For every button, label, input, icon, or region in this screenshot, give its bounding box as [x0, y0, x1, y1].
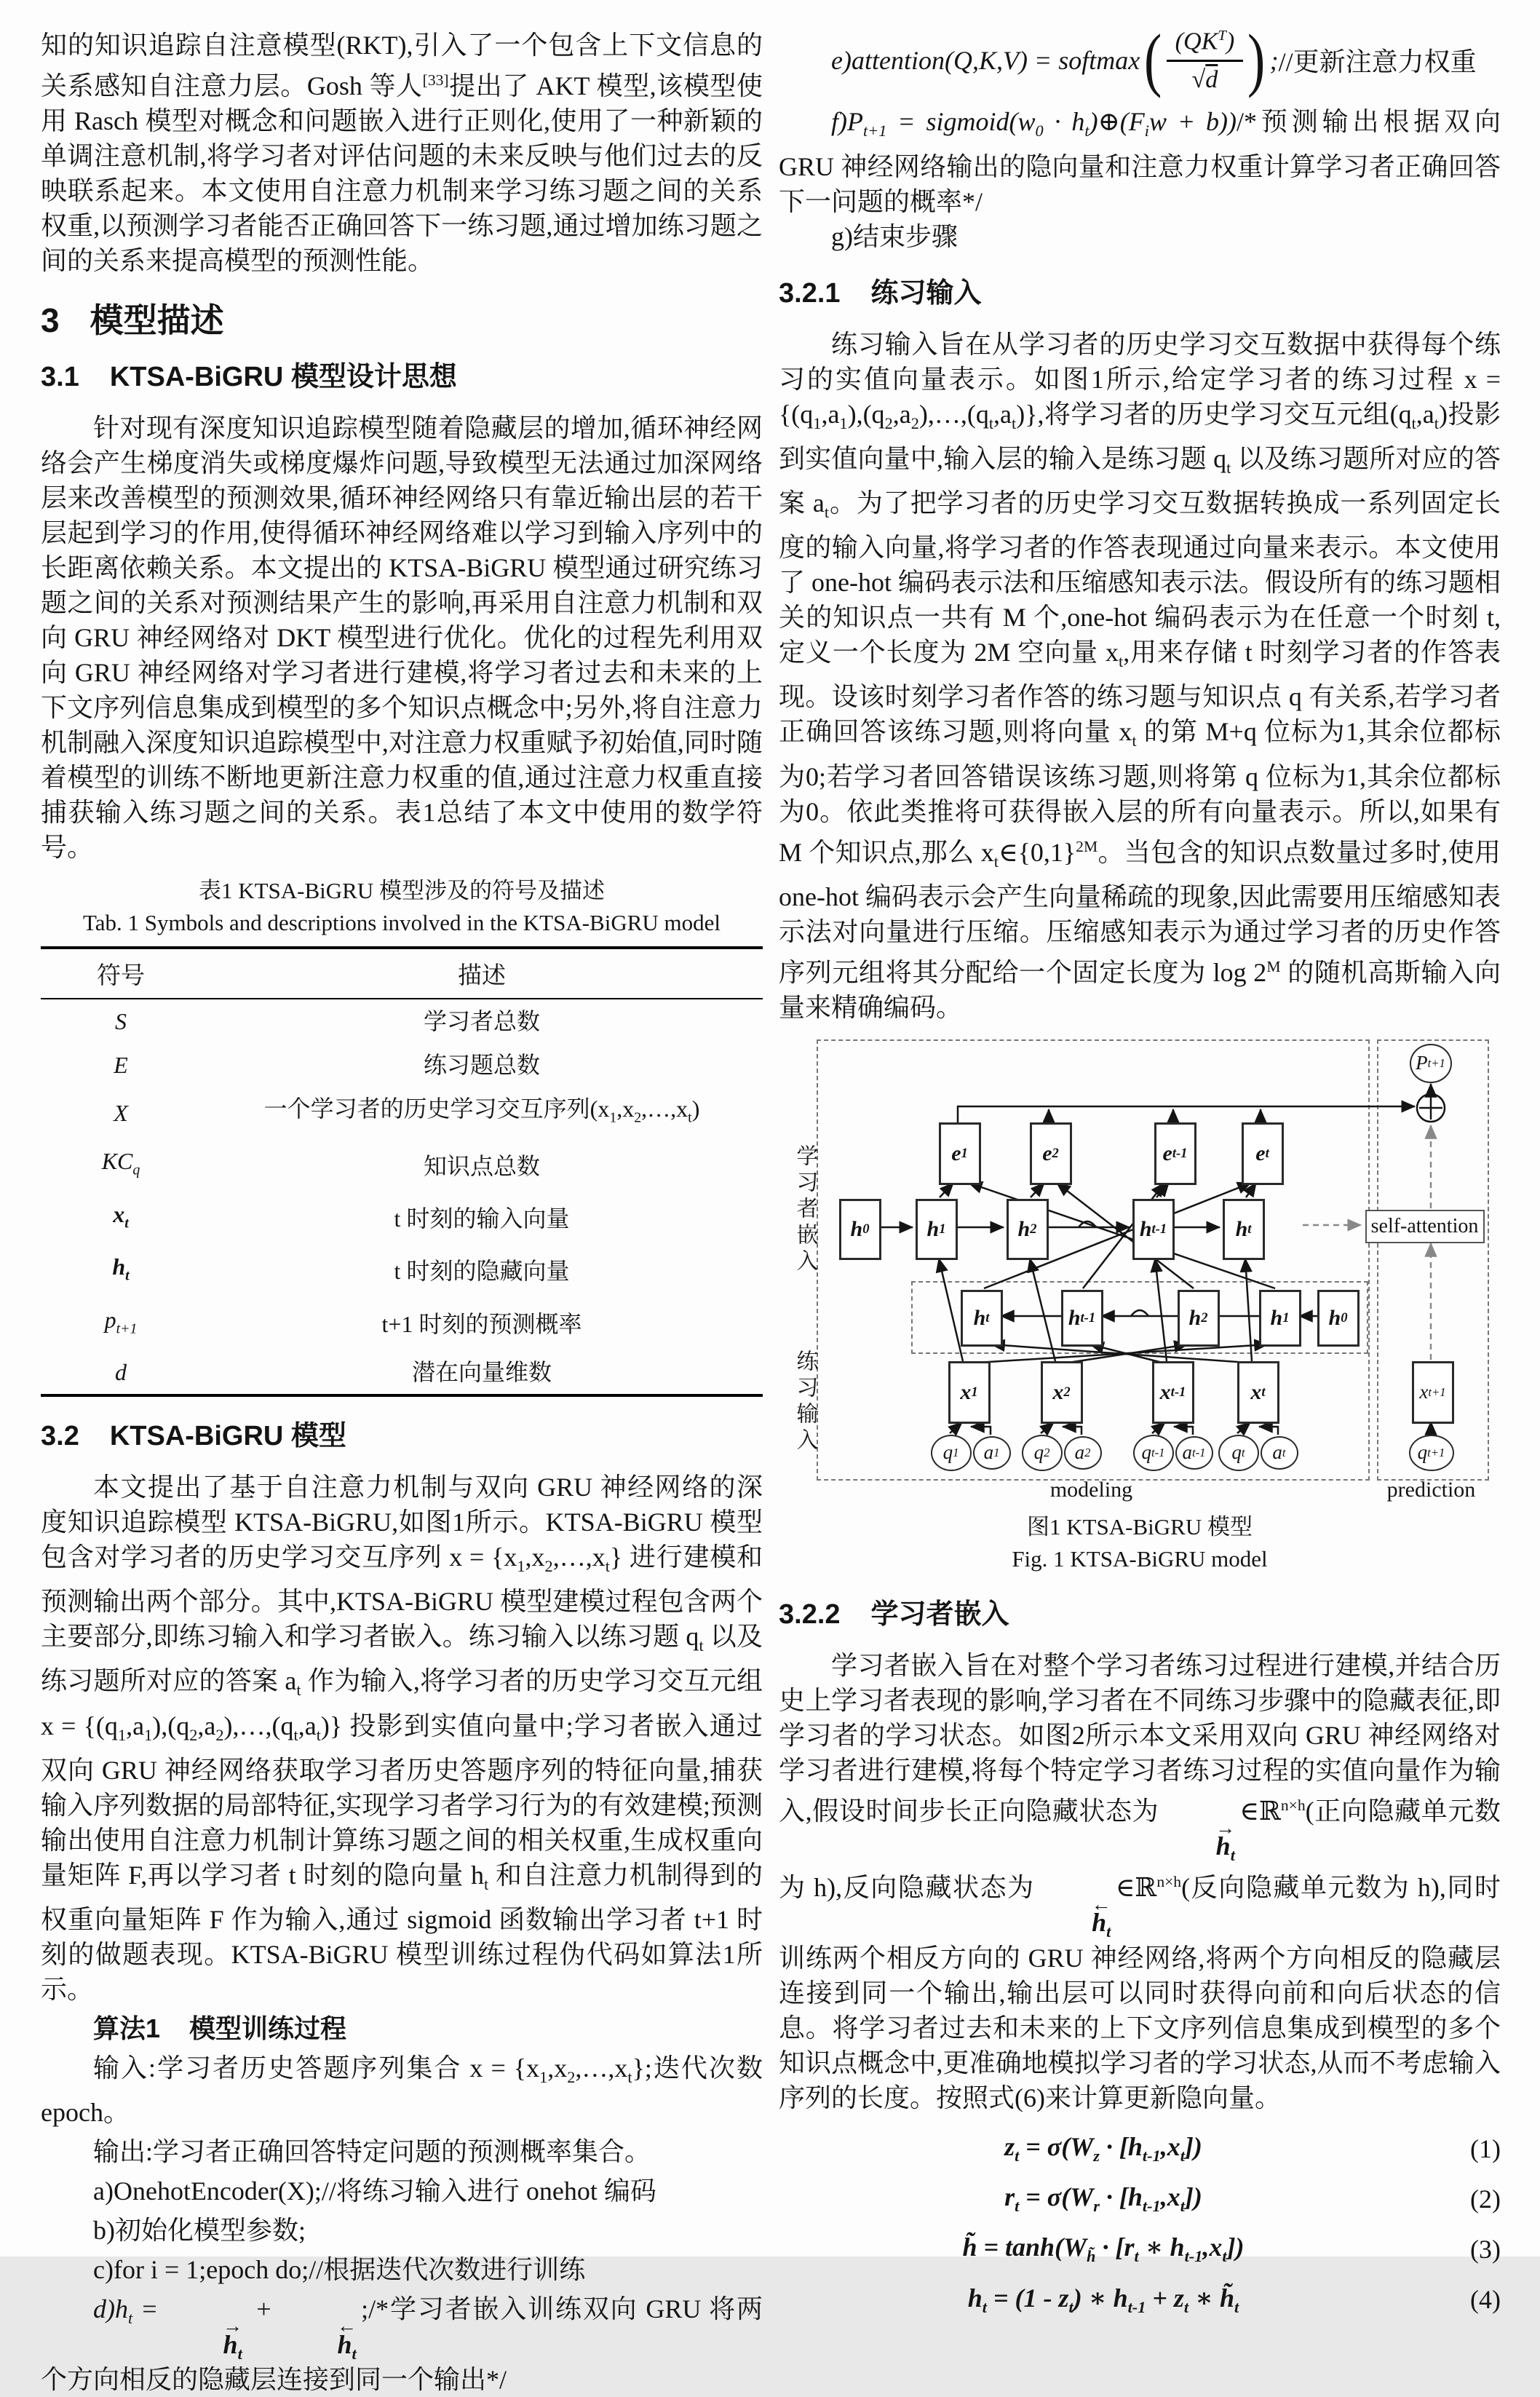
modeling-zone-label: modeling — [1049, 1477, 1133, 1502]
algorithm-step-f: $f)P_{t+1}$ = $sigmoid(w_0$ · $h_t)\oplus(F_iw + b))/*$预测输出根据双向 GRU 神经网络输出的隐向量和注意力权重计算学习者正确回答下一问题的概率*/ — [779, 107, 1501, 216]
section-heading-3: 3 模型描述 — [41, 301, 224, 339]
xt-1-box: x t-1 — [1152, 1361, 1194, 1424]
table-caption-zh: 表1 KTSA-BiGRU 模型涉及的符号及描述 — [198, 878, 605, 903]
forward-hidden-state-vector: → $h_t$ — [1215, 1816, 1236, 1865]
algorithm-step-e: e)attention(Q,K,V) = softmax ( $\frac{(QK^T)}{√d}$ ) ; //更新注意力权重 — [831, 20, 1477, 100]
algorithm-input: 输入:学习者历史答题序列集合 $x = \{x_1,x_2,\dots,x_t\}$;迭代次数 epoch。 — [41, 2053, 763, 2128]
x1-box: x 1 — [948, 1361, 991, 1424]
symbols-table — [41, 946, 763, 1397]
algorithm-step-g: g)结束步骤 — [831, 221, 958, 251]
equation-block — [779, 2131, 1501, 2317]
table-header-row — [41, 948, 763, 999]
et-1-box: e t-1 — [1154, 1122, 1196, 1185]
paragraph-3-2: 本文提出了基于自注意力机制与双向 GRU 神经网络的深度知识追踪模型 KTSA-BiGRU,如图1所示。KTSA-BiGRU 模型包含对学习者的历史学习交互序列 $x = \{x_1,x_2,\dots,x_t\}$ 进行建模和预测输出两个部分。其中,KTSA-BiGRU 模型建模过程包含两个主要部分,即练习输入和学习者嵌入。练习输入以练习题 $q_t$ 以及练习题所对应的答案 $a_t$ 作为输入,将学习者的历史学习交互元组 $x = \{(q_1,a_1),(q_2,a_2),\dots,(q_t,a_t)\}$ 投影到实值向量中;学习者嵌入通过双向 GRU 神经网络获取学习者历史答题序列的特征向量,捕获输入序列数据的局部特征,实现学习者学习行为的有效建模;预测输出使用自注意力机制计算练习题之间的相关权重,生成权重向量矩阵 F,再以学习者 t 时刻的隐向量 $h_t$ 和自注意力机制得到的权重向量矩阵 F 作为输入,通过 sigmoid 函数输出学习者 t+1 时刻的做题表现。KTSA-BiGRU 模型训练过程伪代码如算法1所示。 — [41, 1472, 763, 2004]
left-paren: ( — [1144, 20, 1162, 100]
citation-33: [33] — [422, 71, 449, 89]
q1-circle: q 1 — [931, 1435, 972, 1471]
figure-caption-zh: 图1 KTSA-BiGRU 模型 — [1026, 1513, 1253, 1540]
step-f-comment: /*预测输出根据双向 GRU 神经网络输出的隐向量和注意力权重计算学习者正确回答下一问题的概率*/ — [779, 107, 1501, 216]
algorithm-1 — [41, 2011, 763, 2397]
figure-1-diagram — [789, 1035, 1491, 1501]
a1-circle: a 1 — [973, 1436, 1011, 1470]
forward-h1-box: h 1 — [916, 1199, 958, 1260]
algorithm-title: 算法1 模型训练过程 — [93, 2013, 347, 2043]
table-row: d 潜在向量维数 — [115, 1358, 552, 1385]
forward-h2-box: h 2 — [1007, 1199, 1049, 1260]
figure-1 — [779, 1035, 1501, 1575]
exercise-input-label: 练习输入 — [793, 1349, 817, 1454]
forward-ht-1-box: h t-1 — [1132, 1199, 1175, 1260]
self-attention-box: self-attention — [1365, 1210, 1485, 1243]
section-heading-3-1: 3.1 KTSA-BiGRU 模型设计思想 — [41, 362, 457, 392]
section-heading-3-2-2: 3.2.2 学习者嵌入 — [779, 1598, 1009, 1630]
table-caption-en: Tab. 1 Symbols and descriptions involved in the KTSA-BiGRU model — [82, 910, 721, 935]
backward-ht-1-box: h t-1 — [1061, 1290, 1103, 1347]
q2-circle: q 2 — [1022, 1435, 1063, 1471]
qt-circle: q t — [1218, 1435, 1259, 1471]
paragraph-3-2-2: 学习者嵌入旨在对整个学习者练习过程进行建模,并结合历史上学习者表现的影响,学习者在不同练习步骤中的隐藏表征,即学习者的学习状态。如图2所示本文采用双向 GRU 神经网络对学习者进行建模,将每个特定学习者练习过程的实值向量作为输入,假设时间步长正向隐藏状态为 → $h_t$ ∈ℝ$^{n\times h}$(正向隐藏单元数为 h),反向隐藏状态为 ← $h_t$ ∈ℝ$^{n\times h}$(反向隐藏单元数为 h),同时训练两个相反方向的 GRU 神经网络,将两个方向相反的隐藏层连接到同一个输出,输出层可以同时获得向前和向后状态的信息。将学习者过去和未来的上下文序列信息集成到模型的多个知识点概念中,更准确地模拟学习者的学习状态,从而不考虑输入序列的长度。按照式(6)来计算更新隐向量。 — [779, 1650, 1501, 2112]
right-column — [779, 19, 1501, 2333]
attention-fraction: $\frac{(QK^T)}{√d}$ — [1167, 26, 1244, 94]
column-header-symbol: 符号 — [41, 948, 201, 999]
table-row: $KC_q$ 知识点总数 — [101, 1148, 540, 1179]
section-heading-3-2-1: 3.2.1 练习输入 — [779, 277, 982, 309]
backward-hidden-vector: ← $h_t$ — [337, 2314, 357, 2363]
algorithm-step-b: b)初始化模型参数; — [93, 2216, 306, 2246]
learner-embedding-label: 学习者嵌入 — [793, 1144, 817, 1275]
table-row: $p_{t+1}$ t+1 时刻的预测概率 — [104, 1306, 582, 1337]
section-heading-3-2: 3.2 KTSA-BiGRU 模型 — [41, 1420, 346, 1451]
step-e-comment: //更新注意力权重 — [1278, 47, 1477, 77]
table-row: S 学习者总数 — [115, 1008, 540, 1034]
equation-1: $z_t = \sigma(W_z \cdot [h_{t-1},x_t])$ (1) — [1004, 2131, 1501, 2166]
qt-1-circle: q t-1 — [1133, 1435, 1174, 1471]
et-box: e t — [1242, 1122, 1284, 1185]
xt-box: x t — [1237, 1361, 1279, 1424]
e1-box: e 1 — [939, 1122, 981, 1185]
backward-h2-box: h 2 — [1178, 1290, 1220, 1347]
table-row: $h_t$ t 时刻的隐藏向量 — [112, 1253, 570, 1285]
table-row: X 一个学习者的历史学习交互序列$(x_1,x_2,\dots,x_t)$ — [114, 1096, 700, 1127]
at-1-circle: a t-1 — [1175, 1436, 1213, 1470]
backward-h1-box: h 1 — [1259, 1290, 1301, 1347]
algorithm-step-a: a)OnehotEncoder(X);//将练习输入进行 onehot 编码 — [93, 2176, 656, 2206]
a2-circle: a 2 — [1064, 1436, 1102, 1470]
equation-3: h̃ = $\tanh(W_{h̃} \cdot [r_t$ ∗ $h_{t-1},x_t$]) (3) — [962, 2232, 1501, 2266]
algorithm-output: 输出:学习者正确回答特定问题的预测概率集合。 — [93, 2137, 651, 2167]
equation-4: $h_t = (1 - z_t)$ ∗ $h_{t-1} + z_t$ ∗ $h̃_t$ (4) — [967, 2283, 1501, 2316]
algorithm-step-c: c)for i = 1;epoch do;//根据迭代次数进行训练 — [93, 2255, 586, 2285]
backward-ht-box: h t — [961, 1290, 1003, 1347]
prediction-zone-label: prediction — [1386, 1477, 1476, 1502]
backward-h0-box: h 0 — [1317, 1290, 1360, 1347]
x-next-box: x t+1 — [1412, 1361, 1454, 1424]
e2-box: e 2 — [1030, 1122, 1072, 1185]
prediction-probability-node: P t+1 — [1410, 1044, 1452, 1083]
paragraph-3-2-1: 练习输入旨在从学习者的历史学习交互数据中获得每个练习的实值向量表示。如图1所示,给定学习者的练习过程 $x = \{(q_1,a_1),(q_2,a_2),\dots,(q_t,a_t)\}$,将学习者的历史学习交互元组$(q_t,a_t)$投影到实值向量中,输入层的输入是练习题 $q_t$ 以及练习题所对应的答案 $a_t$。为了把学习者的历史学习交互数据转换成一系列固定长度的输入向量,将学习者的作答表现通过向量来表示。本文使用了 one-hot 编码表示法和压缩感知表示法。假设所有的练习题相关的知识点一共有 M 个,one-hot 编码表示为在任意一个时刻 t,定义一个长度为 2M 空向量 $x_t$,用来存储 t 时刻学习者的作答表现。设该时刻学习者作答的练习题与知识点 q 有关系,若学习者正确回答该练习题,则将向量 $x_t$ 的第 M+q 位标为1,其余位都标为0;若学习者回答错误该练习题,则将第 q 位标为1,其余位都标为0。依此类推将可获得嵌入层的所有向量表示。所以,如果有 M 个知识点,那么 $x_t\in\{0,1\}^{2M}$。当包含的知识点数量过多时,使用 one-hot 编码表示会产生向量稀疏的现象,因此需要用压缩感知表示法对向量进行压缩。压缩感知表示为通过学习者的历史作答序列元组将其分配给一个固定长度为 $\log 2^M$ 的随机高斯输入向量来精确编码。 — [779, 329, 1501, 1022]
at-circle: a t — [1261, 1436, 1298, 1470]
paragraph-3-1: 针对现有深度知识追踪模型随着隐藏层的增加,循环神经网络会产生梯度消失或梯度爆炸问题,导致模型无法通过加深网络层来改善模型的预测效果,循环神经网络只有靠近输出层的若干层起到学习的作用,使得循环神经网络难以学习到输入序列中的长距离依赖关系。本文提出的 KTSA-BiGRU 模型通过研究练习题之间的关系对预测结果产生的影响,再采用自注意力机制和双向 GRU 神经网络对 DKT 模型进行优化。优化的过程先利用双向 GRU 神经网络对学习者进行建模,将学习者过去和未来的上下文序列信息集成到模型的多个知识点概念中;另外,将自注意力机制融入深度知识追踪模型中,对注意力权重赋予初始值,同时随着模型的训练不断地更新注意力权重的值,通过注意力权重直接捕获输入练习题之间的关系。表1总结了本文中使用的数学符号。 — [41, 413, 763, 862]
backward-hidden-state-vector: ← $h_t$ — [1091, 1893, 1111, 1941]
right-paren: ) — [1247, 20, 1266, 100]
figure-caption-en: Fig. 1 KTSA-BiGRU model — [1012, 1545, 1268, 1572]
x2-box: x 2 — [1041, 1361, 1083, 1424]
algorithm-step-d: $d)h_t$ = → $h_t$ + ← $h_t$ ;/*学习者嵌入训练双向 GRU 将两个方向相反的隐藏层连接到同一个输出*/ — [41, 2294, 763, 2395]
table-row: $x_t$ t 时刻的输入向量 — [113, 1200, 570, 1232]
figure-connections — [789, 1035, 1491, 1501]
column-header-description: 描述 — [201, 948, 763, 999]
forward-ht-box: h t — [1223, 1199, 1265, 1260]
left-column — [41, 28, 763, 2397]
table-row: E 练习题总数 — [114, 1052, 540, 1078]
paragraph-related-work — [41, 28, 763, 278]
forward-h0-box: h 0 — [839, 1199, 881, 1260]
paragraph-text: 提出了 AKT 模型,该模型使用 Rasch 模型对概念和问题嵌入进行正则化,使用了一种新颖的单调注意机制,将学习者对评估问题的未来反映与他们过去的反映联系起来。本文使用自注意力机制来学习练习题之间的关系权重,以预测学习者能否正确回答下一练习题,通过增加练习题之间的关系来提高模型的预测性能。 — [41, 71, 763, 275]
equation-2: $r_t = \sigma(W_r \cdot [h_{t-1},x_t])$ (2) — [1004, 2182, 1501, 2216]
forward-hidden-vector: → $h_t$ — [223, 2314, 243, 2363]
q-next-circle: q t+1 — [1409, 1435, 1454, 1471]
paragraph-text: 知的知识追踪自注意模型(RKT),引入了一个包含上下文信息的关系感知自注意力层。Gosh 等人 — [41, 31, 763, 100]
